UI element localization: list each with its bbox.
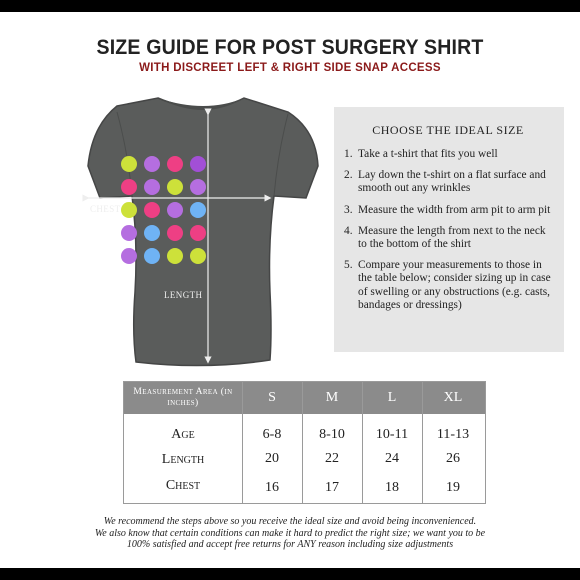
- page-title: SIZE GUIDE FOR POST SURGERY SHIRT: [96, 36, 484, 59]
- size-header-s: S: [268, 390, 276, 405]
- table-cell: 18: [385, 480, 399, 495]
- size-header-xl: XL: [443, 390, 463, 405]
- footer-line: We also know that certain conditions can make it hard to predict the right size; we want you to be: [94, 527, 486, 539]
- step-number: 3.: [344, 203, 353, 216]
- instruction-step: [344, 148, 552, 161]
- row-label-length: Length: [161, 452, 205, 467]
- tshirt-illustration: [22, 92, 322, 377]
- table-cell: 24: [385, 451, 399, 466]
- table-cell: 6-8: [262, 427, 282, 442]
- step-number: 5.: [344, 259, 353, 272]
- tshirt-image: [22, 92, 322, 377]
- instruction-step: [344, 225, 552, 251]
- table-cell: 26: [446, 451, 460, 466]
- size-header-m: M: [325, 390, 339, 405]
- measurement-area-header: Measurement Area (in inches): [133, 387, 233, 408]
- table-cell: 19: [446, 480, 460, 495]
- bottom-bar: [0, 568, 580, 580]
- table-cell: 17: [325, 480, 339, 495]
- instructions-panel: [334, 107, 564, 352]
- step-number: 2.: [344, 169, 353, 182]
- step-text: Compare your measurements to those in the table below; consider sizing up in case of swelling or any obstructions (e.g. casts, bandages or dressings): [358, 259, 551, 311]
- instructions-heading: CHOOSE THE IDEAL SIZE: [372, 123, 524, 137]
- instruction-step: [344, 259, 552, 312]
- footer-line: 100% satisfied and accept free returns for ANY reason including size adjustments: [126, 539, 454, 550]
- table-cell: 8-10: [319, 427, 345, 442]
- step-text: Lay down the t-shirt on a flat surface and smooth out any wrinkles: [358, 169, 546, 195]
- row-label-age: Age: [171, 427, 195, 442]
- table-cell: 20: [265, 451, 279, 466]
- top-bar: [0, 0, 580, 12]
- table-cell: 22: [325, 451, 339, 466]
- step-text: Measure the width from arm pit to arm pit: [358, 203, 551, 216]
- step-text: Measure the length from next to the neck to the bottom of the shirt: [358, 224, 546, 251]
- size-table: [123, 381, 486, 504]
- size-header-l: L: [387, 390, 397, 405]
- step-number: 4.: [344, 224, 353, 237]
- step-number: 1.: [344, 148, 353, 160]
- footer-note: [20, 516, 560, 551]
- table-cell: 16: [265, 480, 279, 495]
- table-cell: 11-13: [436, 427, 470, 442]
- instructions-list: [344, 148, 552, 312]
- page-subtitle: WITH DISCREET LEFT & RIGHT SIDE SNAP ACCESS: [139, 62, 441, 74]
- step-text: Take a t-shirt that fits you well: [358, 148, 498, 160]
- row-label-chest: Chest: [165, 478, 201, 493]
- table-cell: 10-11: [375, 427, 409, 442]
- chest-label: CHEST: [90, 204, 121, 214]
- instruction-step: [344, 169, 552, 195]
- footer-line: We recommend the steps above so you receive the ideal size and avoid being inconvenienced.: [103, 516, 477, 527]
- length-label: LENGTH: [164, 290, 203, 300]
- instruction-step: [344, 204, 552, 217]
